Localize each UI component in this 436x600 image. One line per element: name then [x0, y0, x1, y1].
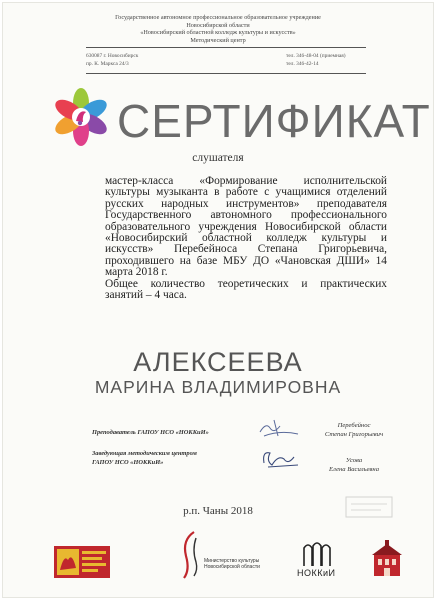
body-paragraph-main: мастер-класса «Формирование исполнительской культуры музыканта в работе с учащимися отделений русских народных инструментов» преподавателя Государственного автономного профессионального образовательного учреждения Новосибирской области «Новосибирский областной колледж культуры и искусств» Перебейноса Степана Григорьевича, проходившего на базе МБУ ДО «Чановская ДШИ» 14 марта 2018 г.	[105, 175, 387, 279]
recipient-name: МАРИНА ВЛАДИМИРОВНА	[94, 377, 342, 397]
header-line: Методический центр	[190, 36, 246, 44]
header-line: «Новосибирский областной колледж культуры и искусств»	[140, 29, 296, 37]
building-logo-icon	[372, 540, 402, 578]
college-logo-icon	[300, 540, 334, 568]
signer-1-firstname: Степан Григорьевич	[324, 431, 384, 438]
certificate-subtitle: слушателя	[192, 152, 244, 164]
address-left	[86, 52, 138, 68]
signature-2-icon	[258, 447, 306, 471]
signer-2-name	[312, 456, 396, 474]
ministry-caption-line1: Министерство культуры	[204, 558, 260, 564]
address-divider	[86, 73, 366, 74]
ministry-caption	[204, 558, 260, 570]
body-paragraph-hours: Общее количество теоретических и практических занятий – 4 часа.	[105, 277, 387, 302]
signer-1-surname: Перебейнос	[337, 422, 371, 429]
phone-reception: тел. 346-48-04 (приемная)	[286, 53, 346, 59]
school-emblem-icon	[54, 546, 110, 578]
issue-place-year: р.п. Чаны 2018	[183, 505, 253, 517]
signer-1-title: Преподаватель ГАПОУ НСО «НОККиИ»	[92, 429, 209, 436]
phone-office: тел. 346-42-14	[286, 61, 319, 67]
signer-2-title	[92, 450, 197, 467]
signer-2-firstname: Елена Васильевна	[329, 466, 379, 473]
flower-logo-icon	[50, 84, 112, 150]
address-right	[286, 52, 346, 68]
address-city: 630087 г. Новосибирск	[86, 53, 139, 59]
signer-1-name	[312, 421, 396, 439]
signature-1-icon	[256, 418, 302, 440]
recipient-surname: АЛЕКСЕЕВА	[133, 347, 303, 377]
signer-2-surname: Усова	[345, 457, 363, 464]
faded-stamp-icon	[345, 496, 393, 518]
ministry-emblem-icon	[180, 530, 202, 580]
header-line: Государственное автономное профессиональное образовательное учреждение	[115, 14, 321, 21]
certificate-body	[105, 176, 387, 301]
signer-2-title-line2: ГАПОУ НСО «НОККиИ»	[92, 458, 164, 466]
institution-header	[0, 14, 436, 44]
header-line: Новосибирской области	[186, 21, 250, 29]
address-street: пр. К. Маркса 24/3	[86, 61, 129, 67]
ministry-caption-line2: Новосибирской области	[204, 564, 260, 570]
certificate-title: СЕРТИФИКАТ	[117, 95, 431, 147]
college-abbreviation: НОККиИ	[297, 568, 336, 578]
header-divider	[86, 47, 366, 48]
signer-2-title-line1: Заведующая методическим центром	[92, 450, 197, 457]
